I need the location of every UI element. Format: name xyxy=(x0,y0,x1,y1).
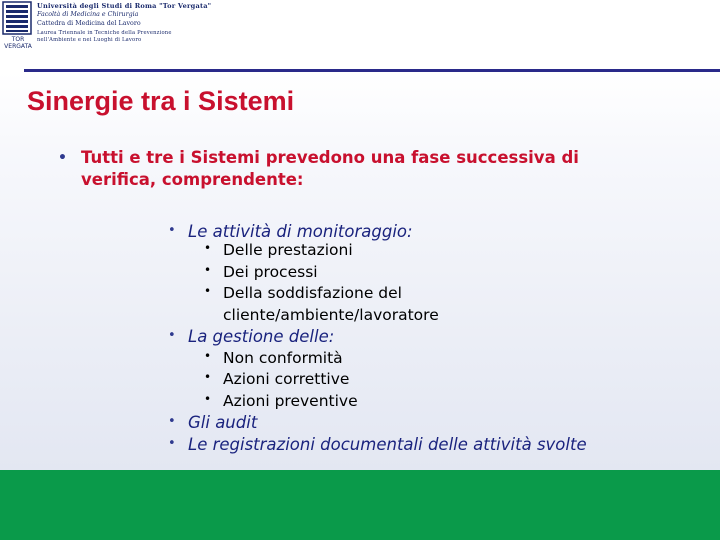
list-item-text: Delle prestazioni xyxy=(223,241,353,259)
university-name: Università degli Studi di Roma "Tor Vergata" xyxy=(37,2,212,10)
bullet-icon: • xyxy=(168,223,176,238)
institution-block xyxy=(37,1,212,44)
list-item-text: Dei processi xyxy=(223,263,318,281)
bullet-icon: • xyxy=(58,150,67,166)
footer-band xyxy=(0,470,720,540)
bullet-icon: • xyxy=(204,284,212,298)
course-name-line2: nell'Ambiente e nei Luoghi di Lavoro xyxy=(37,37,142,43)
intro-text: Tutti e tre i Sistemi prevedono una fase successiva di verifica, comprendente: xyxy=(81,148,579,189)
bullet-icon: • xyxy=(204,349,212,363)
list-item-text: Azioni preventive xyxy=(223,392,358,410)
slide-background xyxy=(0,72,720,470)
list-item-text: Le attività di monitoraggio: xyxy=(188,222,413,241)
list-item-text: Non conformità xyxy=(223,349,343,367)
list-item-text: La gestione delle: xyxy=(188,327,335,346)
bullet-icon: • xyxy=(168,436,176,451)
bullet-icon: • xyxy=(168,414,176,429)
intro-bullet xyxy=(58,147,638,191)
bullet-icon: • xyxy=(204,392,212,406)
slide-title: Sinergie tra i Sistemi xyxy=(27,86,295,116)
list-item-text: Le registrazioni documentali delle attività svolte xyxy=(188,435,587,454)
chair-name: Cattedra di Medicina del Lavoro xyxy=(37,20,141,27)
list-item-text: cliente/ambiente/lavoratore xyxy=(223,306,439,324)
faculty-name: Facoltà di Medicina e Chirurgia xyxy=(37,11,139,18)
bullet-icon: • xyxy=(168,328,176,343)
list-item-text: Azioni correttive xyxy=(223,370,350,388)
bullet-icon: • xyxy=(204,241,212,255)
bullet-icon: • xyxy=(204,370,212,384)
course-name-line1: Laurea Triennale in Tecniche della Prevenzione xyxy=(37,30,172,36)
logo-caption: TOR VERGATA xyxy=(4,36,32,50)
bullet-icon: • xyxy=(204,263,212,277)
slide-header xyxy=(0,0,720,70)
list-item-text: Della soddisfazione del xyxy=(223,284,402,302)
list-item-text: Gli audit xyxy=(188,413,258,432)
